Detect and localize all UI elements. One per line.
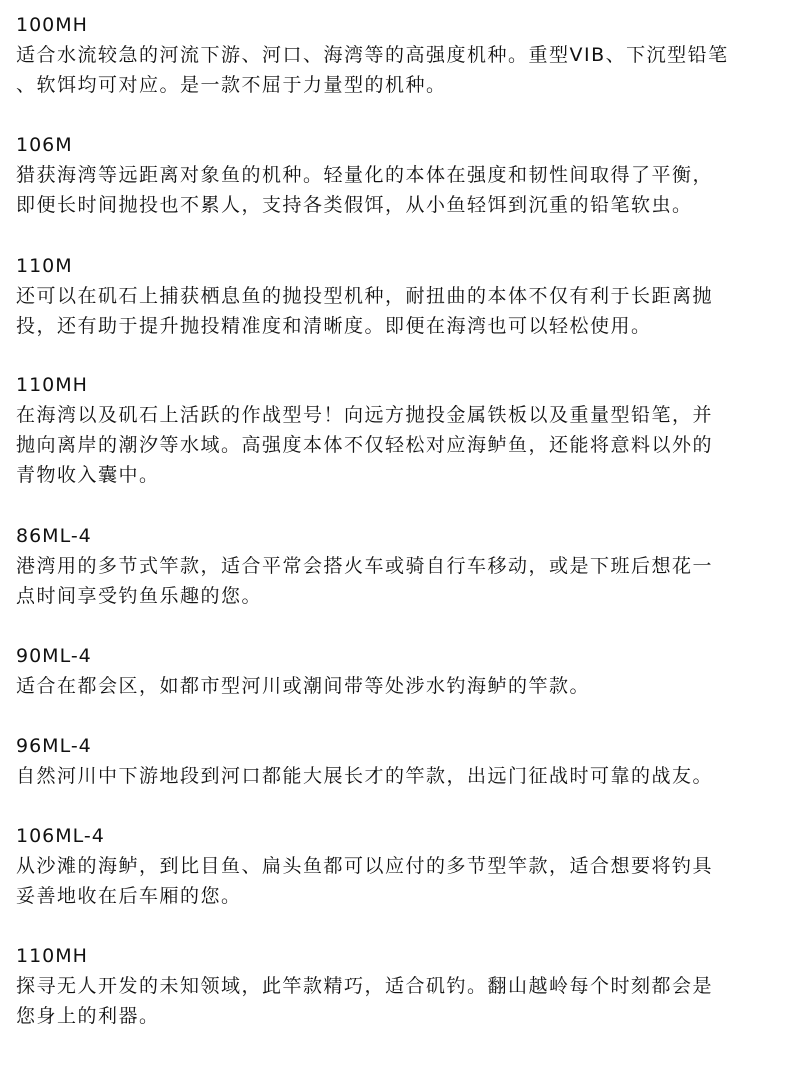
description-line: 妥善地收在后车厢的您。: [16, 885, 242, 907]
model-name: 110M: [16, 255, 73, 277]
entry-100mh: [16, 10, 780, 100]
model-name: 96ML-4: [16, 735, 92, 757]
description-line: 点时间享受钓鱼乐趣的您。: [16, 585, 263, 607]
description-line: 探寻无人开发的未知领域，此竿款精巧，适合矶钓。翻山越岭每个时刻都会是: [16, 975, 714, 997]
model-name: 106ML-4: [16, 825, 105, 847]
description-line: 从沙滩的海鲈，到比目鱼、扁头鱼都可以应付的多节型竿款，适合想要将钓具: [16, 855, 714, 877]
entry-86ml-4: [16, 521, 780, 611]
model-name: 90ML-4: [16, 645, 92, 667]
description-line: 、软饵均可对应。是一款不屈于力量型的机种。: [16, 74, 447, 96]
description-line: 青物收入囊中。: [16, 464, 160, 486]
description-line: 即便长时间抛投也不累人，支持各类假饵，从小鱼轻饵到沉重的铅笔软虫。: [16, 194, 693, 216]
description-line: 适合水流较急的河流下游、河口、海湾等的高强度机种。重型VIB、下沉型铅笔: [16, 44, 729, 66]
entry-110mh-2: [16, 941, 780, 1031]
entry-110mh: [16, 370, 780, 490]
model-name: 106M: [16, 134, 73, 156]
entry-90ml-4: [16, 641, 780, 701]
model-name: 110MH: [16, 374, 88, 396]
description-line: 您身上的利器。: [16, 1005, 160, 1027]
entry-96ml-4: [16, 731, 780, 791]
description-line: 抛向离岸的潮汐等水域。高强度本体不仅轻松对应海鲈鱼，还能将意料以外的: [16, 434, 714, 456]
description-line: 在海湾以及矶石上活跃的作战型号！向远方抛投金属铁板以及重量型铅笔，并: [16, 404, 714, 426]
description-line: 还可以在矶石上捕获栖息鱼的抛投型机种，耐扭曲的本体不仅有利于长距离抛: [16, 285, 714, 307]
model-name: 110MH: [16, 945, 88, 967]
description-line: 猎获海湾等远距离对象鱼的机种。轻量化的本体在强度和韧性间取得了平衡，: [16, 164, 714, 186]
model-name: 100MH: [16, 14, 88, 36]
entry-106ml-4: [16, 821, 780, 911]
description-line: 港湾用的多节式竿款，适合平常会搭火车或骑自行车移动，或是下班后想花一: [16, 555, 714, 577]
description-line: 适合在都会区，如都市型河川或潮间带等处涉水钓海鲈的竿款。: [16, 675, 591, 697]
entry-110m: [16, 251, 780, 341]
description-line: 自然河川中下游地段到河口都能大展长才的竿款，出远门征战时可靠的战友。: [16, 765, 714, 787]
description-line: 投，还有助于提升抛投精准度和清晰度。即便在海湾也可以轻松使用。: [16, 315, 652, 337]
entry-106m: [16, 130, 780, 220]
model-name: 86ML-4: [16, 525, 92, 547]
